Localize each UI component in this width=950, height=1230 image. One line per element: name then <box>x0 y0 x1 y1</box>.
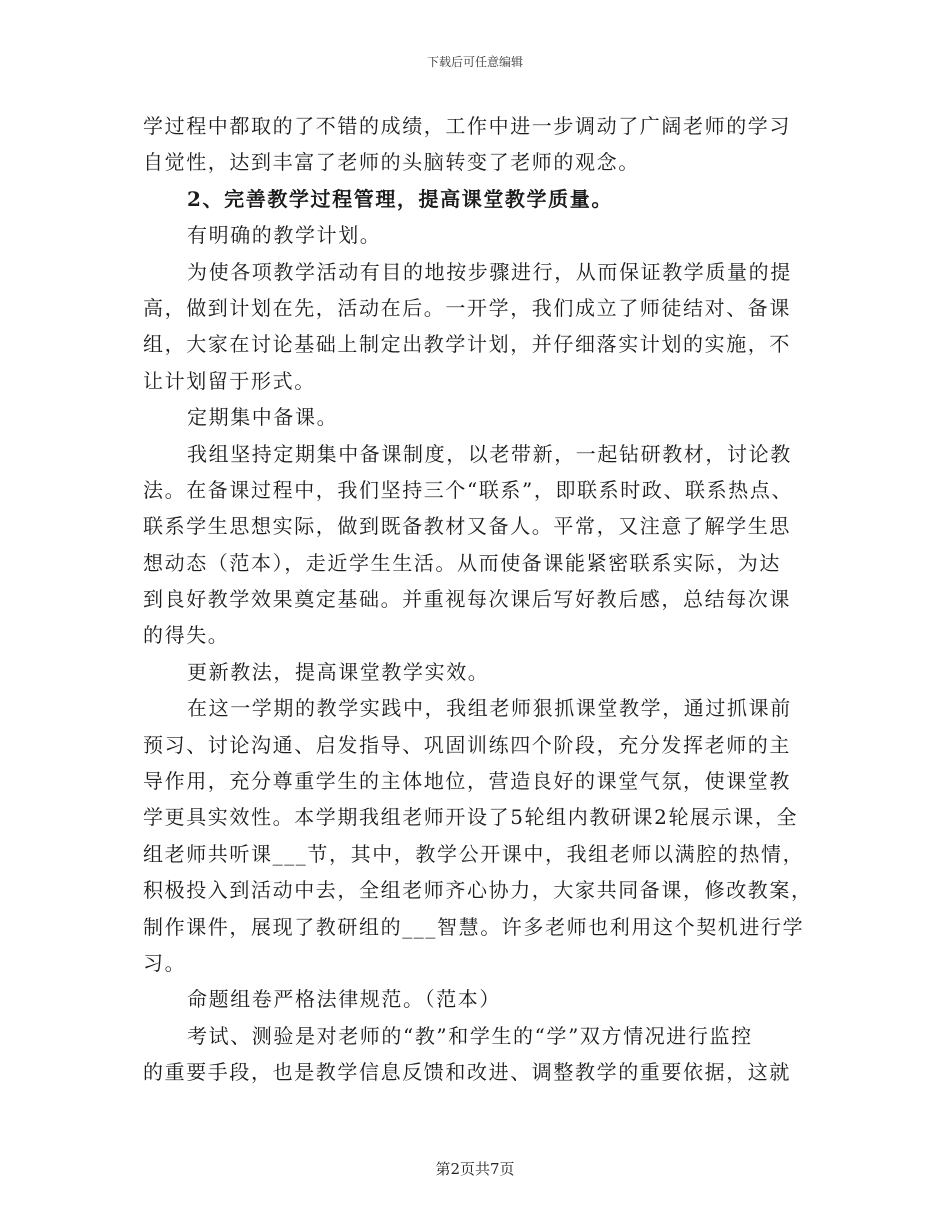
paragraph-line: 联系学生思想实际，做到既备教材又备人。平常，又注意了解学生思 <box>143 514 791 539</box>
paragraph-line: 在这一学期的教学实践中，我组老师狠抓课堂教学，通过抓课前 <box>187 696 792 721</box>
paragraph-line: 预习、讨论沟通、启发指导、巩固训练四个阶段，充分发挥老师的主 <box>143 732 791 757</box>
paragraph-line: 让计划留于形式。 <box>143 368 316 393</box>
subheading: 有明确的教学计划。 <box>187 223 382 248</box>
paragraph-line: 组老师共听课___节，其中，教学公开课中，我组老师以满腔的热情， <box>143 841 805 866</box>
page-header: 下载后可任意编辑 <box>426 55 523 69</box>
paragraph-line: 学更具实效性。本学期我组老师开设了5轮组内教研课2轮展示课，全 <box>143 805 799 830</box>
paragraph-line: 我组坚持定期集中备课制度，以老带新，一起钻研教材，讨论教 <box>187 441 792 466</box>
section-heading: 2、完善教学过程管理，提高课堂教学质量。 <box>187 186 613 211</box>
paragraph-line: 法。在备课过程中，我们坚持三个“联系”，即联系时政、联系热点、 <box>143 477 794 502</box>
paragraph-line: 制作课件，展现了教研组的___智慧。许多老师也利用这个契机进行学 <box>143 914 805 939</box>
paragraph-line: 为使各项教学活动有目的地按步骤进行，从而保证教学质量的提 <box>187 259 792 284</box>
paragraph-line: 到良好教学效果奠定基础。并重视每次课后写好教后感，总结每次课 <box>143 587 791 612</box>
page-footer: 第2页共7页 <box>435 1160 515 1178</box>
paragraph-line: 的重要手段，也是教学信息反馈和改进、调整教学的重要依据，这就 <box>143 1060 791 1085</box>
subheading: 定期集中备课。 <box>187 405 339 430</box>
paragraph-line: 想动态（范本），走近学生生活。从而使备课能紧密联系实际，为达 <box>143 550 781 575</box>
paragraph-line: 习。 <box>143 950 187 975</box>
subheading: 更新教法，提高课堂教学实效。 <box>187 659 490 684</box>
document-body <box>143 108 813 1091</box>
paragraph-line: 学过程中都取的了不错的成绩，工作中进一步调动了广阔老师的学习 <box>143 114 791 138</box>
paragraph-line: 考试、测验是对老师的“教”和学生的“学”双方情况进行监控 <box>187 1023 753 1048</box>
paragraph-line: 的得失。 <box>143 623 230 648</box>
paragraph-line: 积极投入到活动中去，全组老师齐心协力，大家共同备课，修改教案， <box>143 878 813 903</box>
subheading: 命题组卷严格法律规范。（范本） <box>187 987 501 1012</box>
paragraph-line: 自觉性，达到丰富了老师的头脑转变了老师的观念。 <box>143 150 640 175</box>
paragraph-line: 高，做到计划在先，活动在后。一开学，我们成立了师徒结对、备课 <box>143 295 791 320</box>
paragraph-line: 导作用，充分尊重学生的主体地位，营造良好的课堂气氛，使课堂教 <box>143 769 791 794</box>
paragraph-line: 组，大家在讨论基础上制定出教学计划，并仔细落实计划的实施，不 <box>143 332 791 357</box>
